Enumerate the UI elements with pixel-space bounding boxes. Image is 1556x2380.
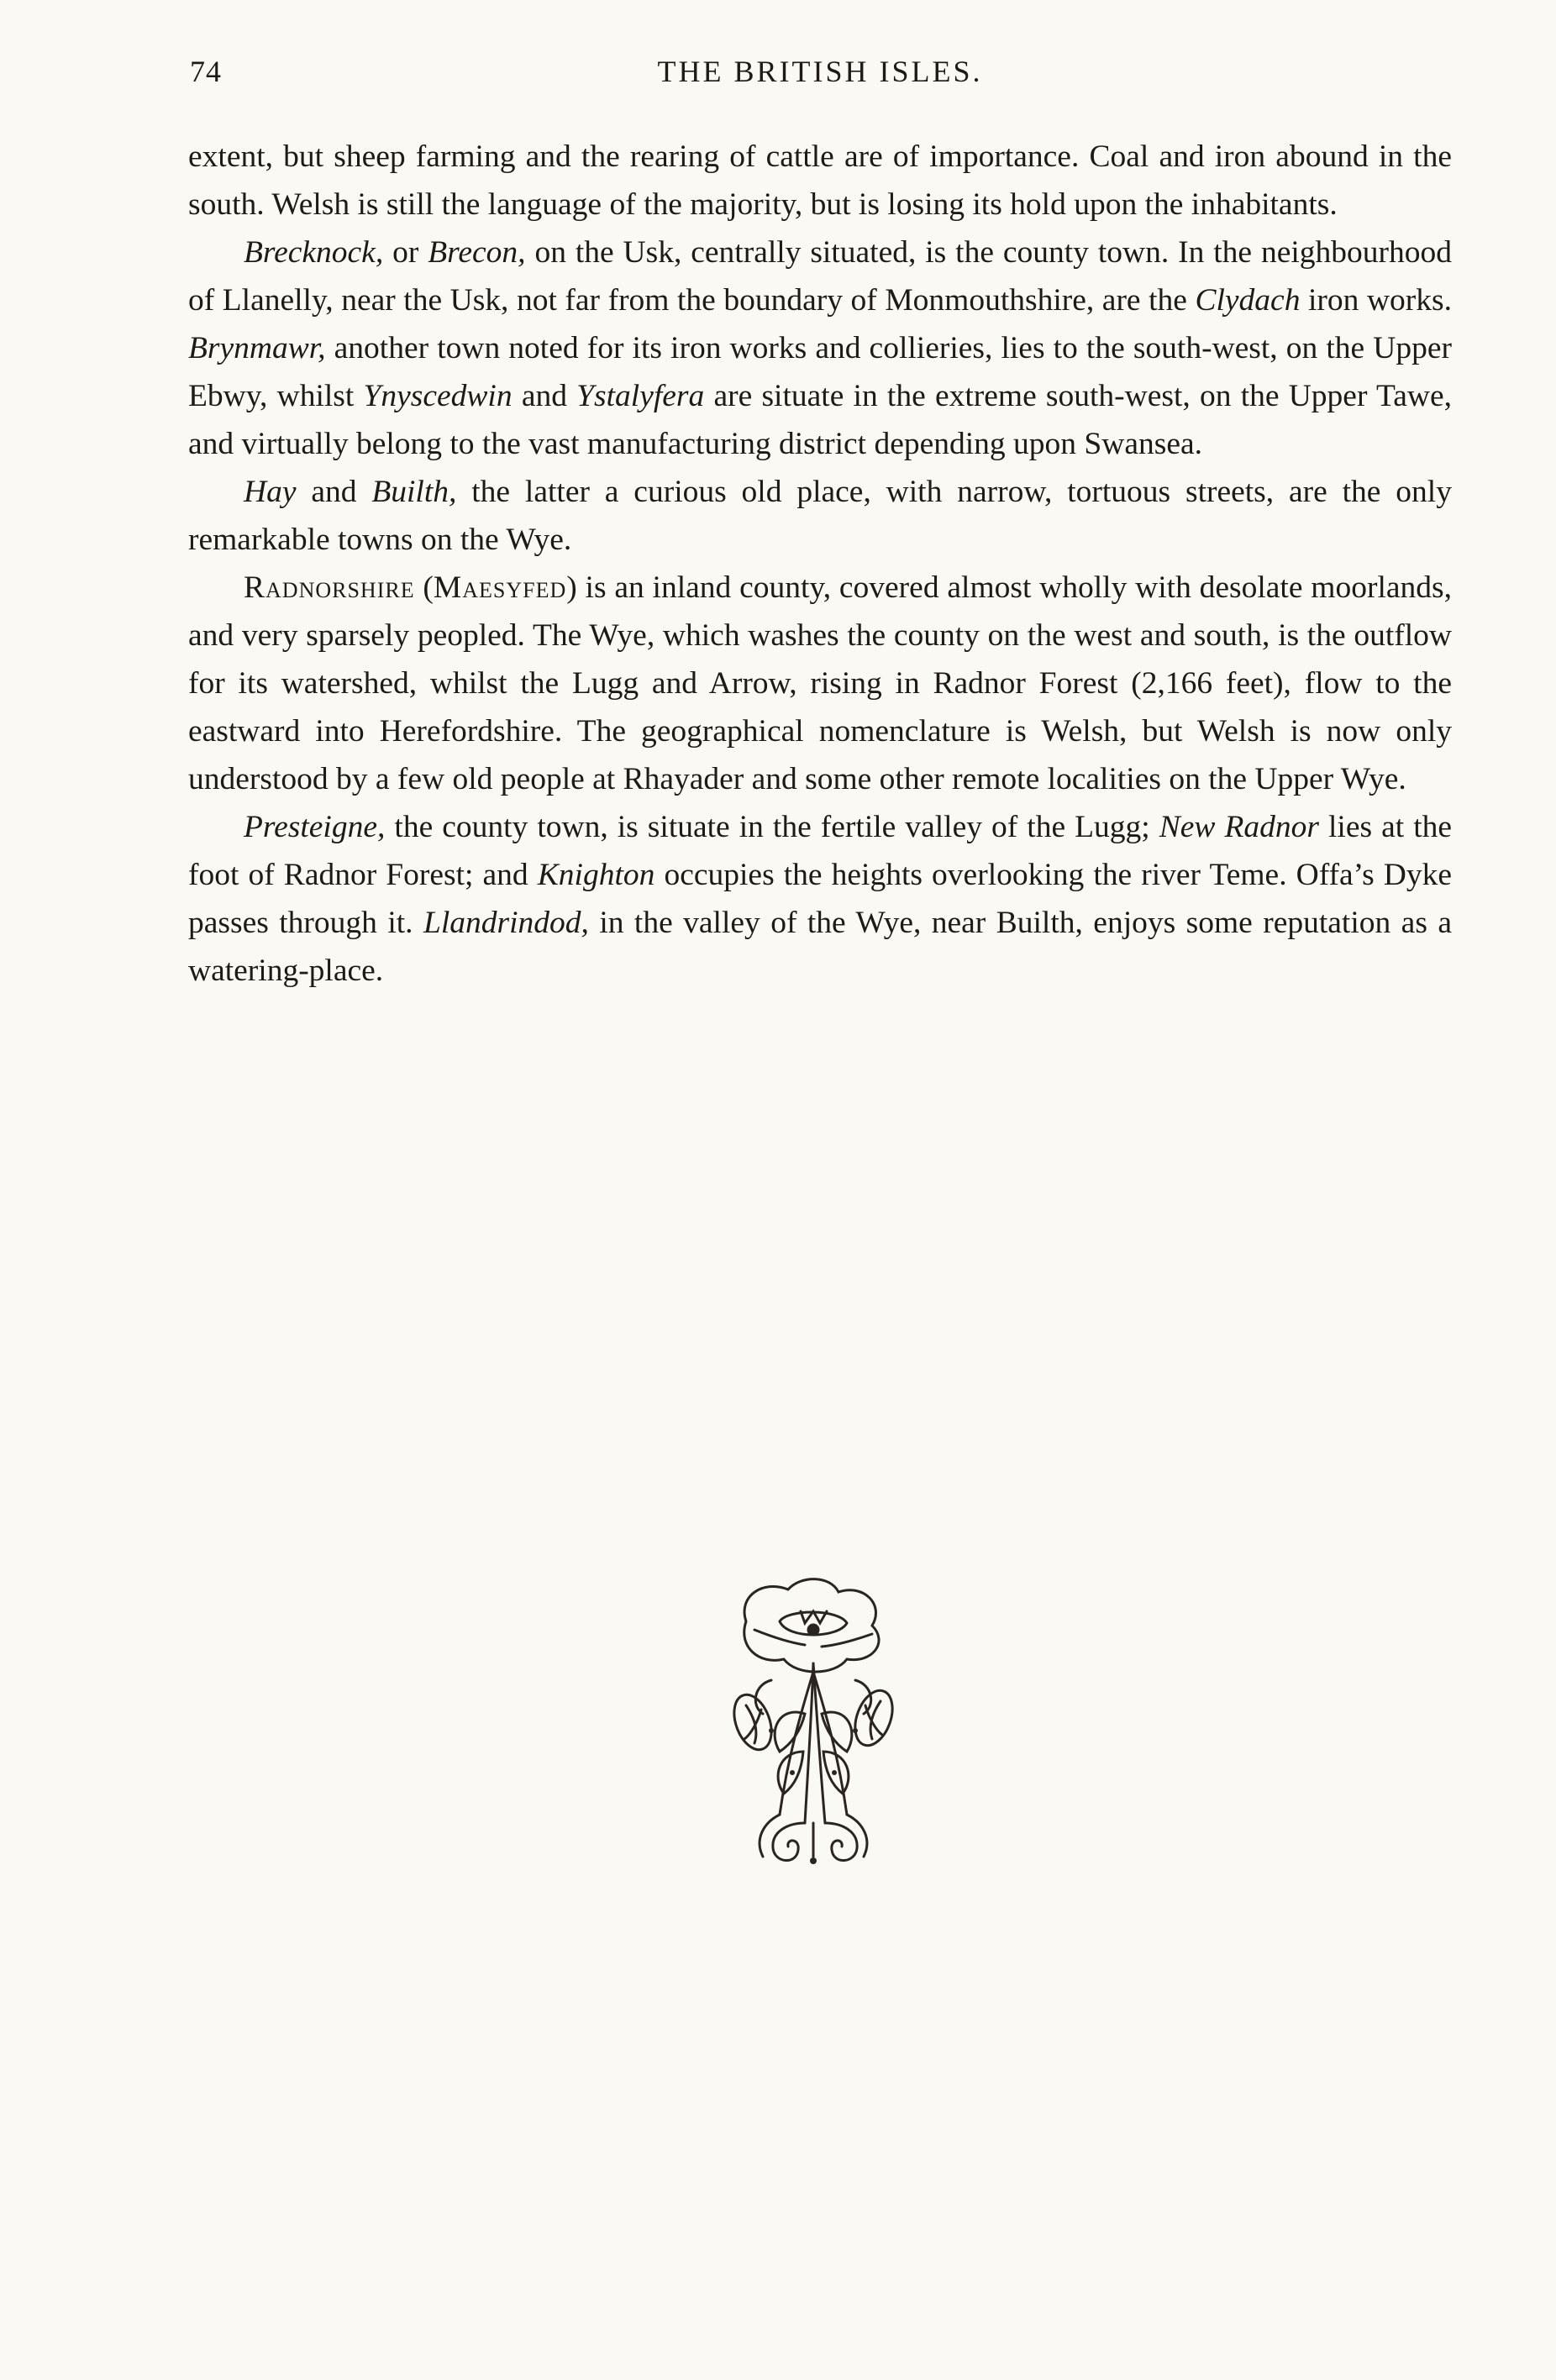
place-knighton: Knighton: [537, 858, 655, 892]
p5-text-8: in the valley of the Wye, near Builth, enjoys some reputation as a watering-place.: [188, 906, 1452, 988]
place-presteigne: Presteigne,: [244, 810, 386, 844]
p4-text-2: (: [414, 570, 434, 605]
floral-tailpiece-icon: [721, 1571, 906, 1873]
page-number: 74: [190, 55, 222, 88]
p2-text-12: are situate in the extreme south-west, on the Upper Tawe, and virtually belong to the vast manufacturing district depending upon Swansea.: [188, 379, 1452, 461]
body-text: [188, 133, 1452, 995]
p5-text-2: the county town, is situate in the fertile valley of the Lugg;: [385, 810, 1159, 844]
paragraph-5: [188, 803, 1452, 995]
county-maesyfed: Maesyfed: [433, 570, 567, 605]
p2-text-8: another town noted for its iron works and collieries, lies to the south-west, on the Upper Ebwy, whilst: [188, 331, 1452, 413]
p5-text-4: lies at the foot of Radnor Forest; and: [188, 810, 1453, 892]
place-llandrindod: Llandrindod,: [423, 906, 589, 940]
p2-text-6: iron works.: [1300, 283, 1452, 318]
p1-text: extent, but sheep farming and the rearing of cattle are of importance. Coal and iron abound in the south. Welsh is still the language of the majority, but is losing its hold upon the inhabitants.: [188, 139, 1452, 222]
place-brecknock: Brecknock,: [244, 235, 384, 270]
page-header: [190, 54, 1450, 96]
place-hay: Hay: [244, 475, 297, 509]
place-ystalyfera: Ystalyfera: [576, 379, 705, 413]
place-builth: Builth,: [371, 475, 457, 509]
paragraph-2: [188, 229, 1452, 468]
p3-text-2: and: [296, 475, 372, 509]
p2-text-4: on the Usk, centrally situated, is the county town. In the neighbourhood of Llanelly, near the Usk, not far from the boundary of Monmouthshire, are the: [188, 235, 1452, 318]
paragraph-1: [188, 133, 1452, 229]
running-head: THE BRITISH ISLES.: [657, 55, 983, 88]
p2-text-2: or: [383, 235, 428, 270]
paragraph-4: [188, 564, 1452, 803]
place-brecon: Brecon,: [428, 235, 526, 270]
p3-text-4: the latter a curious old place, with narrow, tortuous streets, are the only remarkable towns on the Wye.: [188, 475, 1452, 557]
place-clydach: Clydach: [1195, 283, 1301, 318]
p2-text-10: and: [512, 379, 577, 413]
place-new-radnor: New Radnor: [1159, 810, 1319, 844]
p5-text-6: occupies the heights overlooking the river Teme. Offa’s Dyke passes through it.: [188, 858, 1453, 940]
place-brynmawr: Brynmawr,: [188, 331, 326, 365]
county-radnorshire: Radnorshire: [244, 570, 415, 605]
p4-text-4: ) is an inland county, covered almost wholly with desolate moorlands, and very sparsely peopled. The Wye, which washes the county on the west and south, is the outflow for its watershed, whilst the Lugg and Arrow, rising in Radnor Forest (2,166 feet), flow to the eastward into Herefordshire. The geographical nomenclature is Welsh, but Welsh is now only understood by a few old people at Rhayader and some other remote localities on the Upper Wye.: [188, 570, 1452, 796]
paragraph-3: [188, 468, 1452, 564]
place-ynyscedwin: Ynyscedwin: [363, 379, 513, 413]
